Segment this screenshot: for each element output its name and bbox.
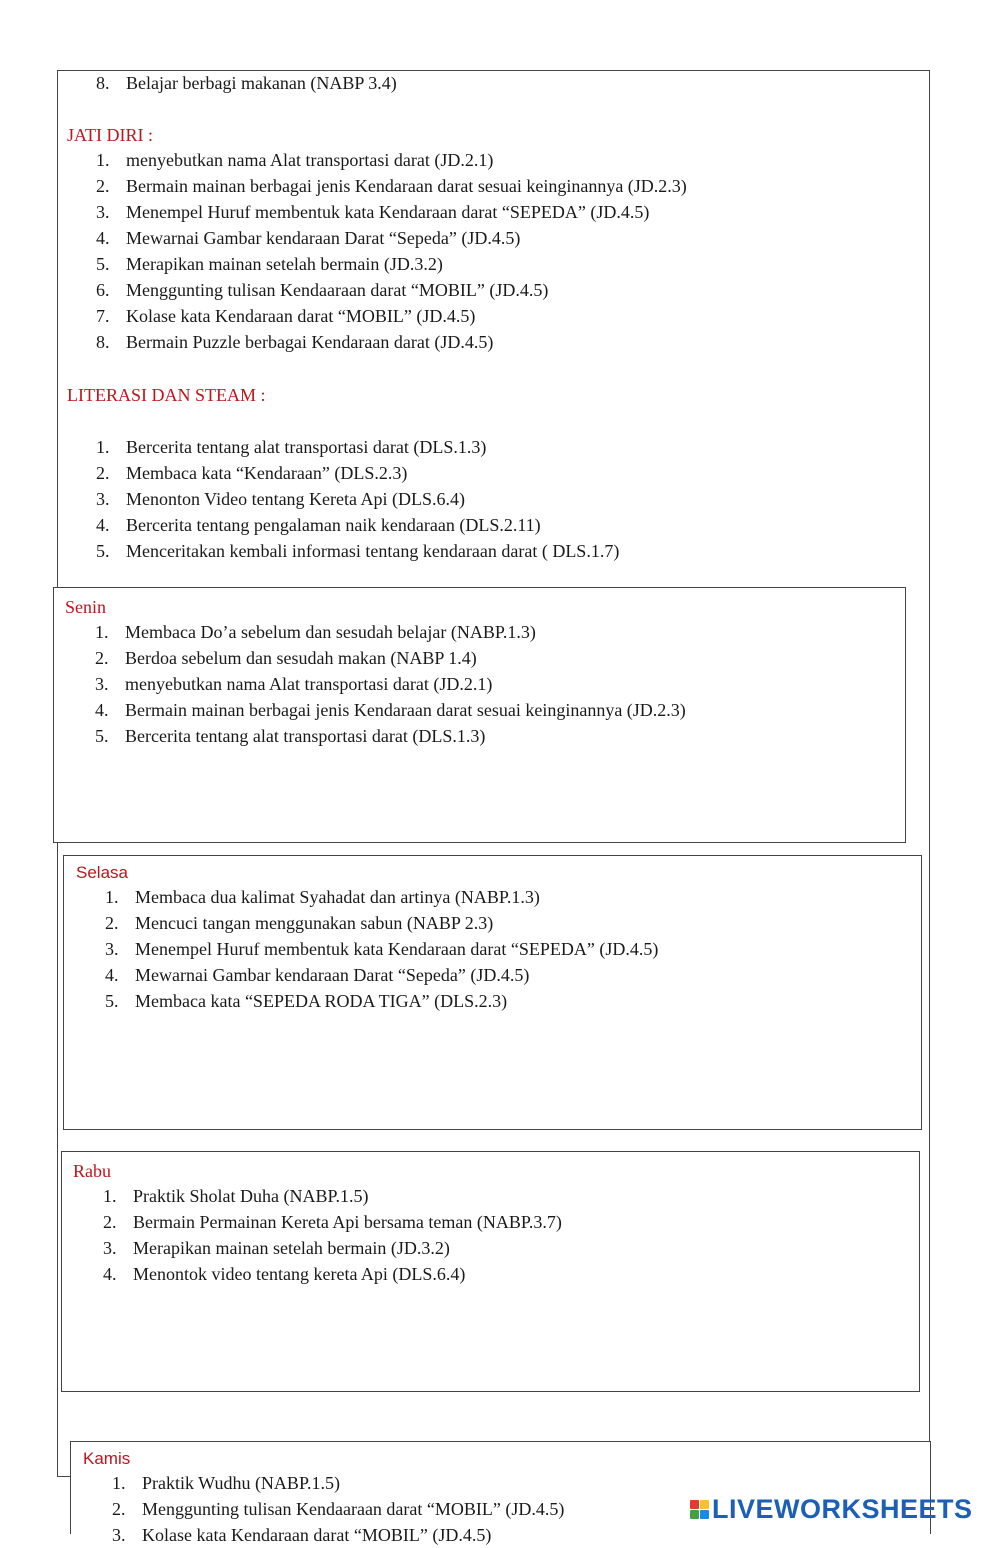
senin-list xyxy=(95,619,895,749)
liveworksheets-tiles-icon xyxy=(690,1500,709,1519)
list-item: 8. Bermain Puzzle berbagai Kendaraan darat (JD.4.5) xyxy=(96,332,494,352)
list-item: 2. Berdoa sebelum dan sesudah makan (NABP 1.4) xyxy=(95,648,477,668)
list-item: 4. Mewarnai Gambar kendaraan Darat “Sepeda” (JD.4.5) xyxy=(96,228,521,248)
list-item: 8. Belajar berbagi makanan (NABP 3.4) xyxy=(96,73,397,93)
list-item: 2. Menggunting tulisan Kendaaraan darat “MOBIL” (JD.4.5) xyxy=(112,1499,565,1519)
list-item: 4. Bercerita tentang pengalaman naik kendaraan (DLS.2.11) xyxy=(96,515,541,535)
top-list xyxy=(96,70,916,96)
list-item: 1. Bercerita tentang alat transportasi darat (DLS.1.3) xyxy=(96,437,487,457)
senin-heading: Senin xyxy=(65,597,107,617)
list-item: 5. Membaca kata “SEPEDA RODA TIGA” (DLS.2.3) xyxy=(105,991,508,1011)
list-item: 3. Menonton Video tentang Kereta Api (DLS.6.4) xyxy=(96,489,466,509)
list-item: 5. Menceritakan kembali informasi tentang kendaraan darat ( DLS.1.7) xyxy=(96,541,620,561)
jati-diri-heading: JATI DIRI : xyxy=(67,125,153,145)
kamis-heading: Kamis xyxy=(83,1449,131,1468)
jati-diri-list xyxy=(96,147,916,355)
list-item: 1. Praktik Wudhu (NABP.1.5) xyxy=(112,1473,340,1493)
list-item: 6. Menggunting tulisan Kendaaraan darat “MOBIL” (JD.4.5) xyxy=(96,280,549,300)
selasa-heading: Selasa xyxy=(76,863,128,882)
list-item: 3. menyebutkan nama Alat transportasi darat (JD.2.1) xyxy=(95,674,493,694)
rabu-heading: Rabu xyxy=(73,1161,111,1181)
list-item: 4. Mewarnai Gambar kendaraan Darat “Sepeda” (JD.4.5) xyxy=(105,965,530,985)
list-item: 1. Membaca dua kalimat Syahadat dan artinya (NABP.1.3) xyxy=(105,887,540,907)
list-item: 1. menyebutkan nama Alat transportasi darat (JD.2.1) xyxy=(96,150,494,170)
list-item: 1. Praktik Sholat Duha (NABP.1.5) xyxy=(103,1186,369,1206)
list-item: 4. Bermain mainan berbagai jenis Kendaraan darat sesuai keinginannya (JD.2.3) xyxy=(95,700,686,720)
rabu-list xyxy=(103,1183,903,1287)
list-item: 3. Menempel Huruf membentuk kata Kendaraan darat “SEPEDA” (JD.4.5) xyxy=(96,202,650,222)
list-item: 5. Bercerita tentang alat transportasi darat (DLS.1.3) xyxy=(95,726,486,746)
list-item: 5. Merapikan mainan setelah bermain (JD.3.2) xyxy=(96,254,443,274)
list-item: 2. Bermain Permainan Kereta Api bersama teman (NABP.3.7) xyxy=(103,1212,562,1232)
list-item: 2. Mencuci tangan menggunakan sabun (NABP 2.3) xyxy=(105,913,494,933)
selasa-list xyxy=(105,884,905,1014)
list-item: 3. Kolase kata Kendaraan darat “MOBIL” (JD.4.5) xyxy=(112,1525,492,1545)
literasi-heading: LITERASI DAN STEAM : xyxy=(67,385,266,405)
list-item: 7. Kolase kata Kendaraan darat “MOBIL” (JD.4.5) xyxy=(96,306,476,326)
literasi-list xyxy=(96,434,916,564)
list-item: 2. Bermain mainan berbagai jenis Kendaraan darat sesuai keinginannya (JD.2.3) xyxy=(96,176,687,196)
list-item: 3. Merapikan mainan setelah bermain (JD.3.2) xyxy=(103,1238,450,1258)
list-item: 3. Menempel Huruf membentuk kata Kendaraan darat “SEPEDA” (JD.4.5) xyxy=(105,939,659,959)
liveworksheets-logo[interactable] xyxy=(690,1494,973,1524)
list-item: 4. Menontok video tentang kereta Api (DLS.6.4) xyxy=(103,1264,466,1284)
list-item: 2. Membaca kata “Kendaraan” (DLS.2.3) xyxy=(96,463,408,483)
liveworksheets-wordmark: LIVEWORKSHEETS xyxy=(712,1494,973,1524)
list-item: 1. Membaca Do’a sebelum dan sesudah belajar (NABP.1.3) xyxy=(95,622,536,642)
